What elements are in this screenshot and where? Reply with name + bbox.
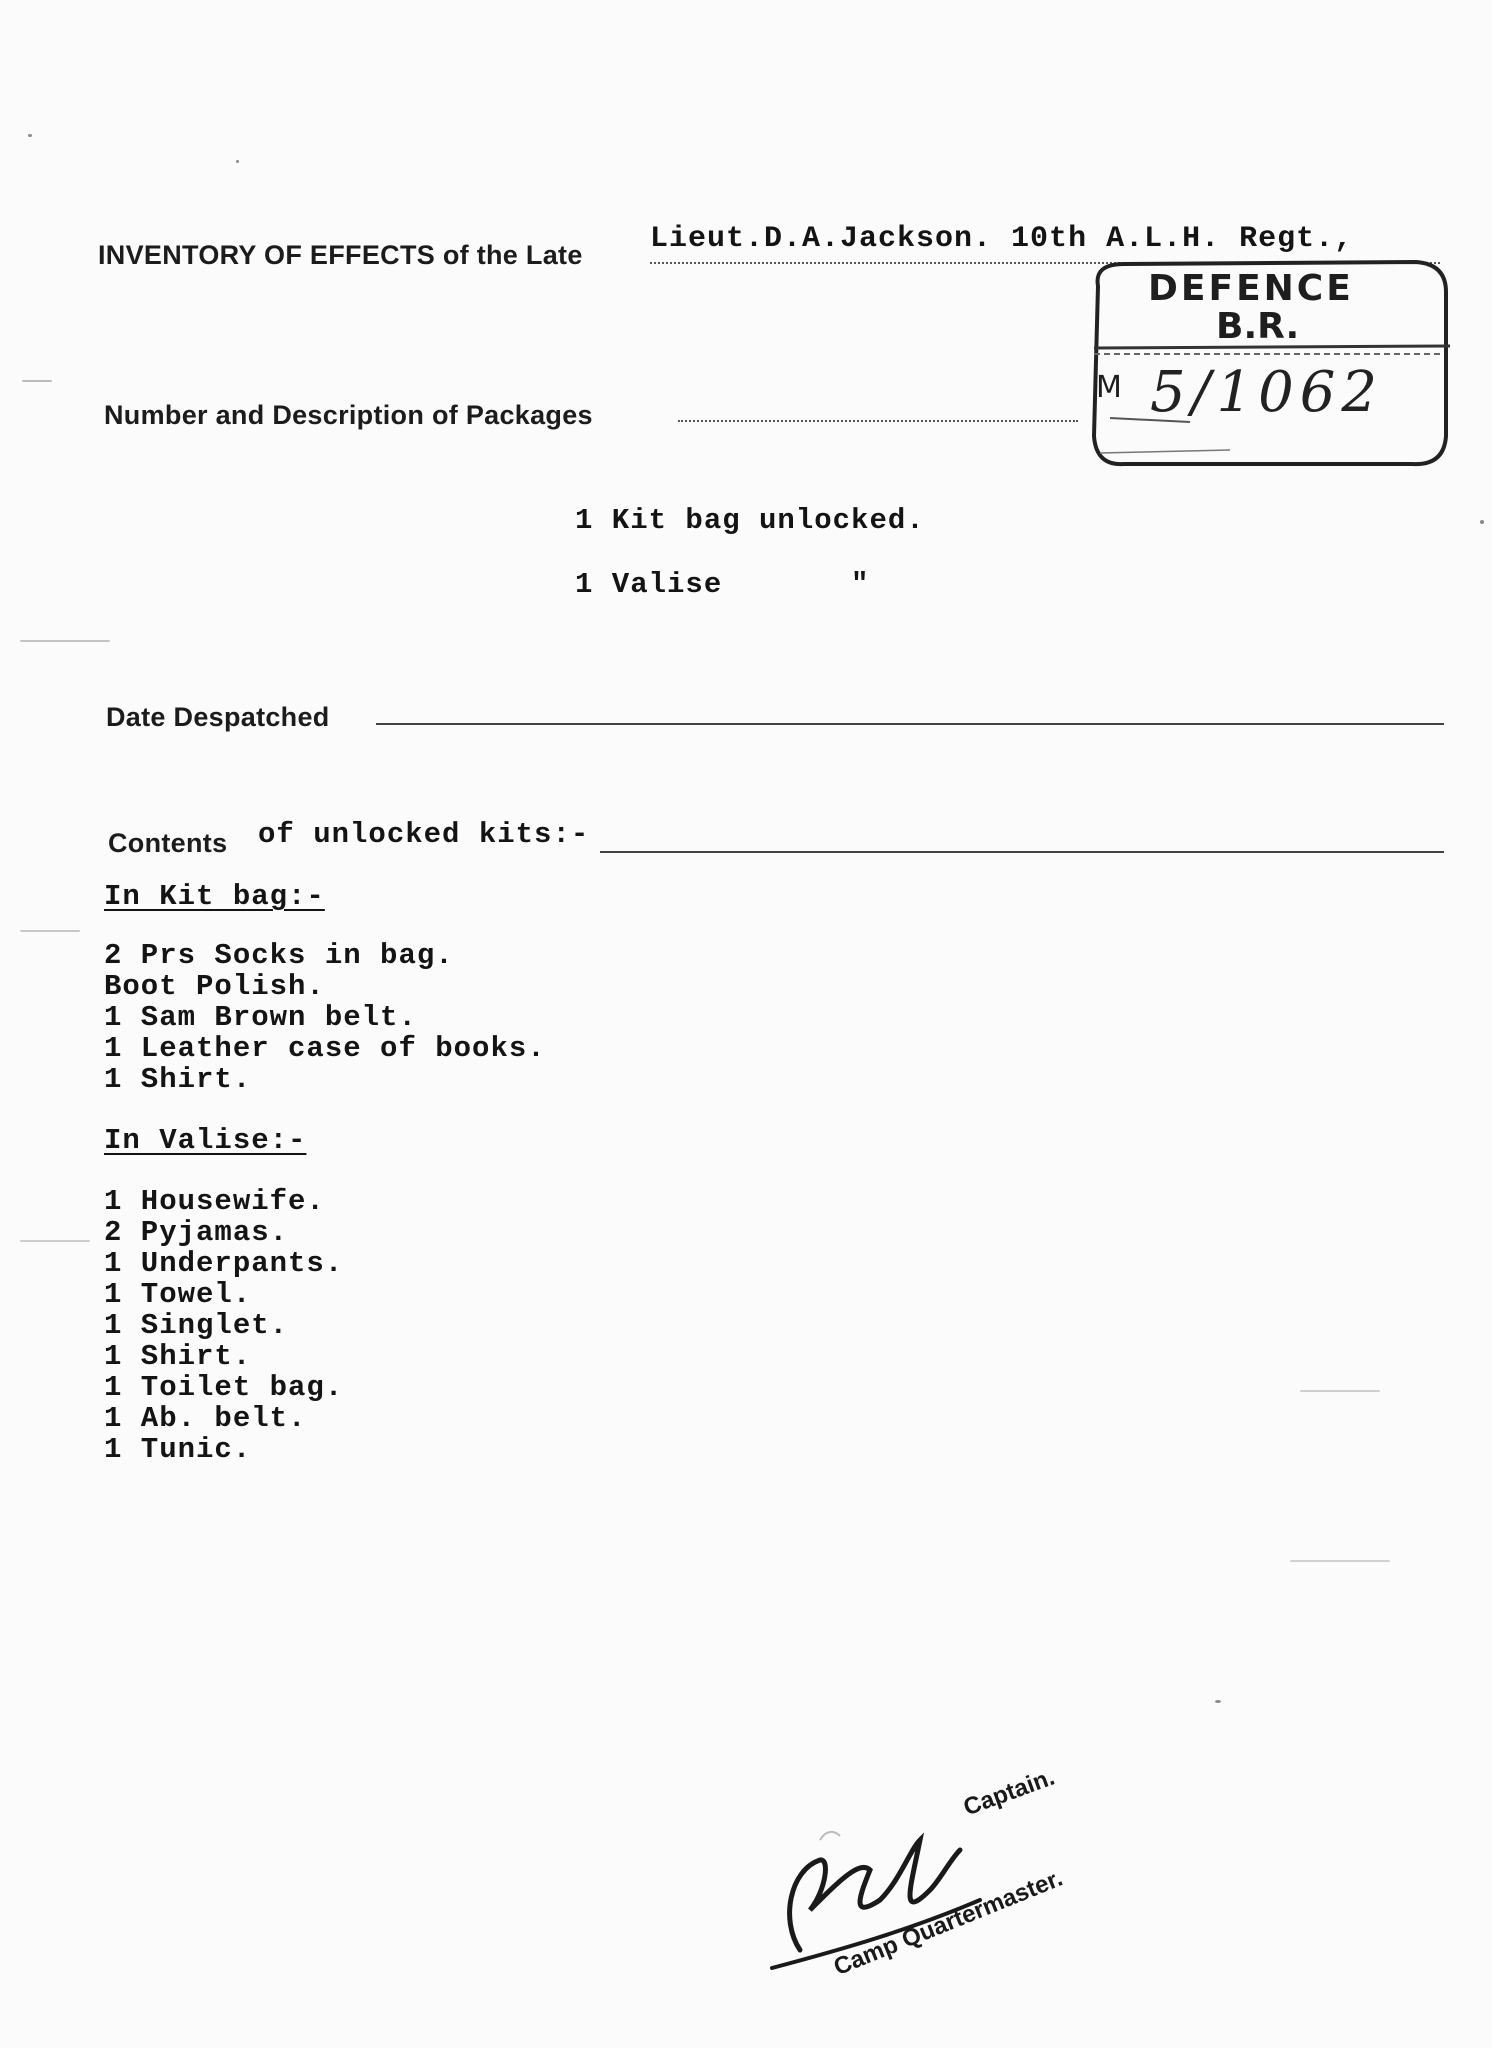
signer-role: Camp Quartermaster. — [830, 1864, 1067, 1982]
scan-speck — [20, 930, 80, 932]
list-item: 1 Ab. belt. — [104, 1402, 307, 1435]
package-item: 1 Valise " — [575, 568, 870, 601]
stamp-file-number: 5/1062 — [1150, 360, 1384, 425]
list-item: 1 Leather case of books. — [104, 1032, 546, 1065]
list-item: 2 Pyjamas. — [104, 1216, 289, 1249]
stamp-line-defence: DEFENCE — [1148, 268, 1354, 309]
list-item: 1 Shirt. — [104, 1063, 252, 1096]
despatch-rule — [376, 723, 1444, 725]
scan-speck — [1290, 1560, 1390, 1562]
scan-speck — [20, 1240, 90, 1242]
contents-label: Contents — [108, 828, 228, 858]
list-item: 1 Toilet bag. — [104, 1371, 344, 1404]
scan-speck — [236, 160, 239, 163]
contents-rule — [600, 851, 1444, 853]
deceased-name: Lieut.D.A.Jackson. 10th A.L.H. Regt., — [650, 222, 1354, 256]
signature-block — [760, 1760, 1140, 1980]
list-item: 1 Sam Brown belt. — [104, 1001, 417, 1034]
scan-speck — [1480, 520, 1484, 524]
list-item: 1 Housewife. — [104, 1185, 325, 1218]
kit-bag-list — [104, 940, 546, 1095]
valise-heading: In Valise:- — [104, 1124, 307, 1157]
despatch-label: Date Despatched — [106, 702, 330, 732]
contents-value: of unlocked kits:- — [258, 818, 590, 851]
list-item: 1 Shirt. — [104, 1340, 252, 1373]
scan-speck — [1215, 1700, 1221, 1703]
kit-bag-heading: In Kit bag:- — [104, 880, 325, 913]
package-item: 1 Kit bag unlocked. — [575, 504, 925, 537]
stamp-prefix: M — [1096, 370, 1122, 405]
packages-rule — [678, 420, 1078, 422]
defence-registry-stamp — [1080, 258, 1450, 470]
list-item: 1 Underpants. — [104, 1247, 344, 1280]
stamp-line-br: B.R. — [1216, 306, 1300, 347]
scan-speck — [1300, 1390, 1380, 1392]
list-item: 1 Towel. — [104, 1278, 252, 1311]
packages-label: Number and Description of Packages — [104, 400, 593, 430]
scan-speck — [20, 640, 110, 642]
valise-list — [104, 1186, 343, 1465]
inventory-label: INVENTORY OF EFFECTS of the Late — [98, 240, 583, 270]
signer-rank: Captain. — [960, 1763, 1059, 1822]
scan-speck — [28, 134, 32, 137]
list-item: 1 Tunic. — [104, 1433, 252, 1466]
list-item: Boot Polish. — [104, 970, 325, 1003]
scan-speck — [22, 380, 52, 382]
list-item: 1 Singlet. — [104, 1309, 289, 1342]
list-item: 2 Prs Socks in bag. — [104, 939, 454, 972]
